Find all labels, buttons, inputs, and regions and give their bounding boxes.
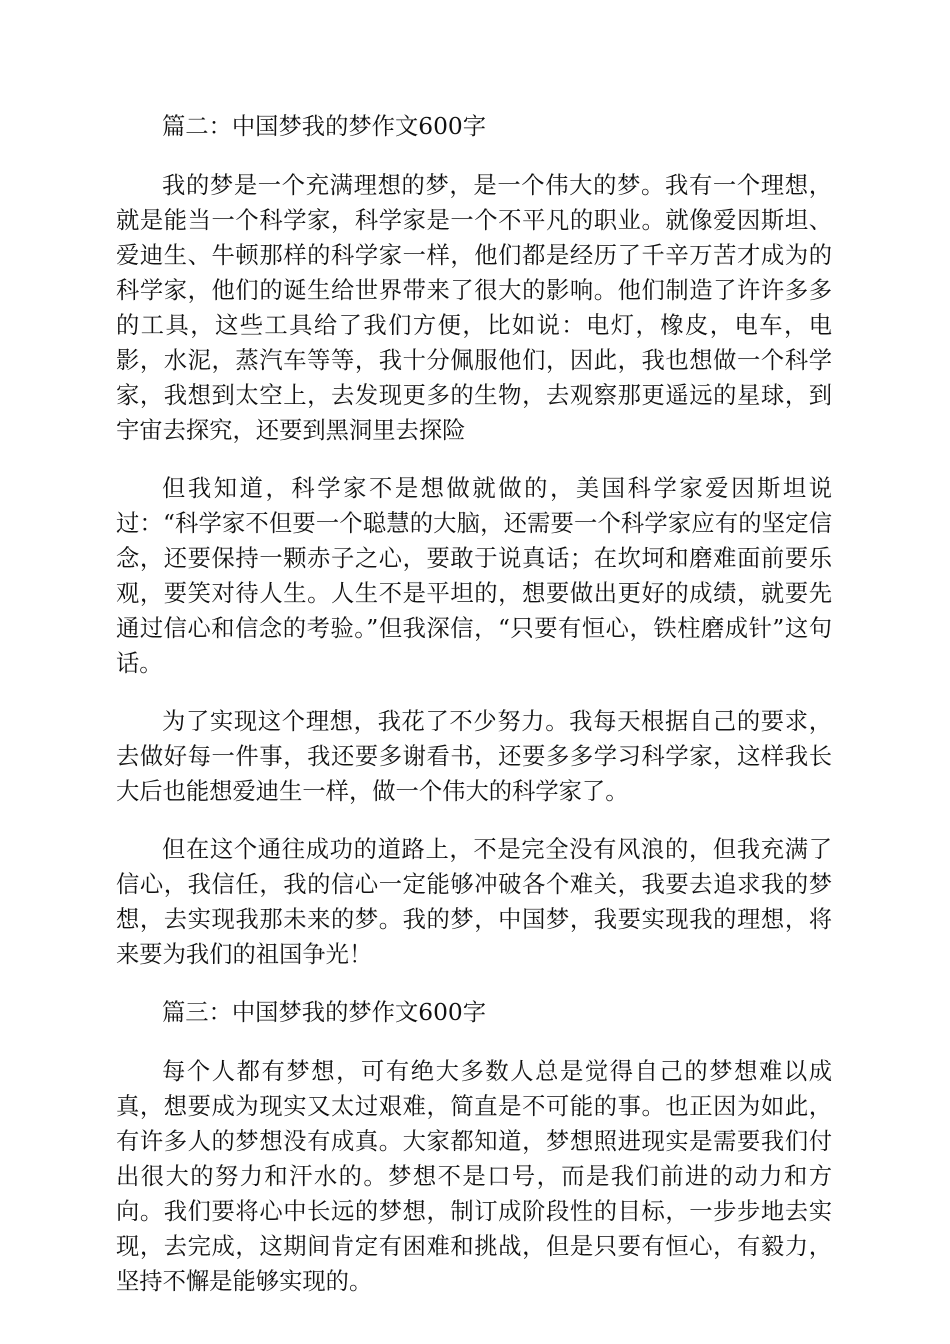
paragraph: 但我知道，科学家不是想做就做的，美国科学家爱因斯坦说过：“科学家不但要一个聪慧的大脑，还需要一个科学家应有的坚定信念，还要保持一颗赤子之心，要敢于说真话；在坎坷和磨难面前要乐观，要笑对待人生。人生不是平坦的，想要做出更好的成绩，就要先通过信心和信念的考验。”但我深信，“只要有恒心，铁柱磨成针”这句话。 <box>116 475 832 677</box>
section-heading-3: 篇三：中国梦我的梦作文600字 <box>162 999 487 1026</box>
paragraph: 每个人都有梦想，可有绝大多数人总是觉得自己的梦想难以成真，想要成为现实又太过艰难，简直是不可能的事。也正因为如此，有许多人的梦想没有成真。大家都知道，梦想照进现实是需要我们付出很大的努力和汗水的。梦想不是口号，而是我们前进的动力和方向。我们要将心中长远的梦想，制订成阶段性的目标，一步步地去实现，去完成，这期间肯定有困难和挑战，但是只要有恒心，有毅力，坚持不懈是能够实现的。 <box>116 1058 832 1295</box>
paragraph: 但在这个通往成功的道路上，不是完全没有风浪的，但我充满了信心，我信任，我的信心一定能够冲破各个难关，我要去追求我的梦想，去实现我那未来的梦。我的梦，中国梦，我要实现我的理想，将来要为我们的祖国争光！ <box>116 836 832 968</box>
paragraph: 为了实现这个理想，我花了不少努力。我每天根据自己的要求，去做好每一件事，我还要多谢看书，还要多多学习科学家，这样我长大后也能想爱迪生一样，做一个伟大的科学家了。 <box>116 708 832 805</box>
paragraph: 我的梦是一个充满理想的梦，是一个伟大的梦。我有一个理想，就是能当一个科学家，科学家是一个不平凡的职业。就像爱因斯坦、爱迪生、牛顿那样的科学家一样，他们都是经历了千辛万苦才成为的科学家，他们的诞生给世界带来了很大的影响。他们制造了许许多多的工具，这些工具给了我们方便，比如说：电灯，橡皮，电车，电影，水泥，蒸汽车等等，我十分佩服他们，因此，我也想做一个科学家，我想到太空上，去发现更多的生物，去观察那更遥远的星球，到宇宙去探究，还要到黑洞里去探险 <box>116 172 832 444</box>
section-heading-2: 篇二：中国梦我的梦作文600字 <box>162 113 487 140</box>
